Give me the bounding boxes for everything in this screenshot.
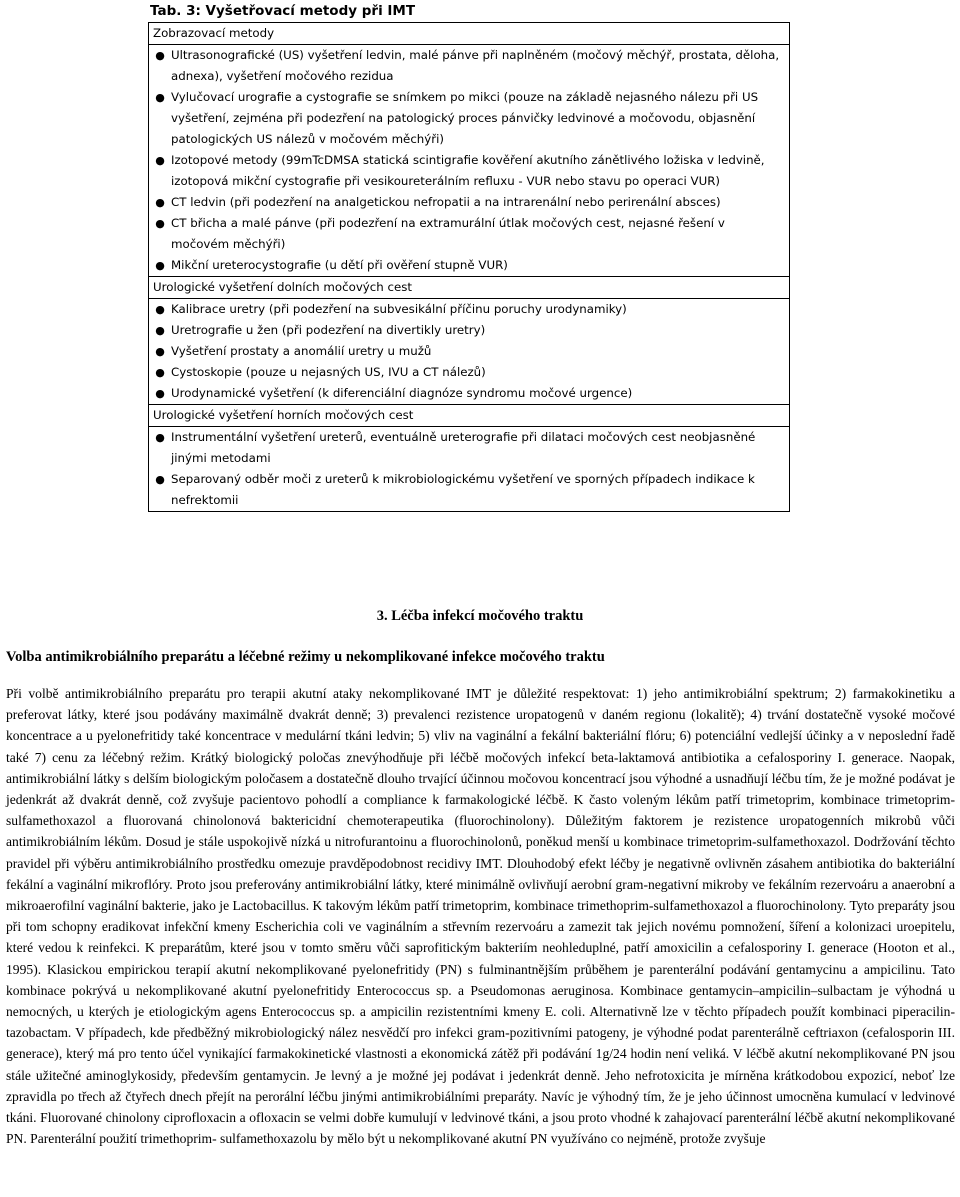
list-item: ● Vyšetření prostaty a anomálií uretry u mužů <box>149 341 789 362</box>
bullet-icon: ● <box>155 387 165 400</box>
bullet-icon: ● <box>155 49 165 62</box>
bullet-icon: ● <box>155 366 165 379</box>
section-subheading: Volba antimikrobiálního preparátu a léčebné režimy u nekomplikované infekce močového traktu <box>6 649 605 665</box>
section-header-upper-urinary: Urologické vyšetření horních močových cest <box>149 405 789 427</box>
section-items-imaging <box>149 45 789 277</box>
list-item: ● Mikční ureterocystografie (u dětí při ověření stupně VUR) <box>149 255 789 276</box>
table-title: Tab. 3: Vyšetřovací metody při IMT <box>150 3 416 19</box>
list-item: ● Urodynamické vyšetření (k diferenciální diagnóze syndromu močové urgence) <box>149 383 789 404</box>
bullet-icon: ● <box>155 217 165 230</box>
list-item: ● Uretrografie u žen (při podezření na divertikly uretry) <box>149 320 789 341</box>
methods-table-figure <box>148 0 790 512</box>
section-items-upper-urinary <box>149 427 789 511</box>
bullet-icon: ● <box>155 345 165 358</box>
section-header-lower-urinary: Urologické vyšetření dolních močových cest <box>149 277 789 299</box>
body-paragraph: Při volbě antimikrobiálního preparátu pro terapii akutní ataky nekomplikované IMT je důležité respektovat: 1) jeho antimikrobiální spektrum; 2) farmakokinetiku a preferovat látky, které jsou podávány maximálně dvakrát denně; 3) prevalenci rezistence uropatogenů v daném regionu (lokalitě); 4) trvání dostatečně vysoké močové koncentrace a u pyelonefritidy také koncentrace v medulární tkáni ledvin; 5) vliv na vaginální a fekální bakteriální flóru; 6) potenciální vedlejší účinky a v neposlední řadě také 7) cenu za léčebný režim. Krátký biologický poločas znevýhodňuje při léčbě močových infekcí beta-laktamová antibiotika a cefalosporiny I. generace. Naopak, antimikrobiální látky s delším biologickým poločasem a dostatečně dlouho trvající účinnou močovou koncentrací jsou výhodné a usnadňují léčbu tím, že je možné podávat je jedenkrát až dvakrát denně, což zvyšuje pacientovo pohodlí a compliance k farmakologické léčbě. K často voleným lékům patří trimetoprim, kombinace trimetoprim-sulfamethoxazol a fluorovaná chinolonová baktericidní chemoterapeutika (fluorochinolony). Důležitým faktorem je rezistence uropatogenních mikrobů vůči antimikrobiálním lékům. Dosud je stále uspokojivě nízká u nitrofurantoinu a fluorochinolonů, poněkud menší u kombinace trimetoprim-sulfamethoxazol. Dodržování těchto pravidel při výběru antimikrobiálního prostředku omezuje pravděpodobnost recidivy IMT. Dlouhodobý efekt léčby je negativně ovlivněn zásahem antibiotika do bakteriální fekální a vaginální mikroflóry. Proto jsou preferovány antimikrobiální látky, které minimálně ovlivňují aerobní gram-negativní mikroby ve fekálním rezervoáru a anaerobní a mikroaerofilní vaginální bakterie, jako je Lactobacillus. K takovým lékům patří trimetoprim, kombinace trimethoprim-sulfamethoxazol a fluorochinolony. Tyto preparáty jsou při tom schopny eradikovat infekční kmeny Escherichia coli ve vaginálním a střevním rezervoáru a zamezit tak jejich novému pomnožení, šíření a kolonizaci uroepitelu, které vedou k reinfekci. K preparátům, které jsou v tomto směru vůči saprofitickým bakteriím neohleduplné, patří amoxicilin a cefalosporiny I. generace (Hooton et al., 1995). Klasickou empirickou terapií akutní nekomplikované pyelonefritidy (PN) s fulminantnějším průběhem je parenterální podávání gentamycinu a ampicilinu. Tato kombinace pokrývá u nekomplikované akutní pyelonefritidy Enterococcus sp. a Pseudomonas aeruginosa. Kombinace gentamycin–ampicilin–sulbactam je výhodná u nemocných, u kterých je etiologickým agens Enterococcus sp. a ampicilin rezistentními kmeny E. coli. Alternativně lze v těchto případech použít kombinaci piperacilin-tazobactam. V případech, kde předběžný mikrobiologický nález nesvědčí pro infekci gram-pozitivními patogeny, je výhodné podat parenterálně ceftriaxon (cefalosporin III. generace), který má pro tento účel vynikající farmakokinetické vlastnosti a ekonomická zátěž při podávání 1g/24 hodin není veliká. V léčbě akutní nekomplikované PN jsou stále užitečné aminoglykosidy, především gentamycin. Je levný a je možné jej podávat i jedenkrát denně. Jeho nefrotoxicita je mírněna krátkodobou expozicí, neboť lze zpravidla po třech až čtyřech dnech přejít na perorální léčbu jinými antimikrobiálními preparáty. Navíc je výhodný tím, že je jeho účinnost umocněna kumulací v ledvinové tkáni. Fluorované chinolony ciprofloxacin a ofloxacin se velmi dobře kumulují v ledvinové tkáni, a jsou proto vhodné k zahajovací parenterální léčbě akutní nekomplikované PN. Parenterální použití trimethoprim- sulfamethoxazolu by mělo být u nekomplikované akutní PN využíváno co nejméně, protože zvyšuje <box>6 686 955 1147</box>
list-item: ● CT břicha a malé pánve (při podezření na extramurální útlak močových cest, nejasné řešení v močovém měchýři) <box>149 213 789 255</box>
list-item: ● Instrumentální vyšetření ureterů, eventuálně ureterografie při dilataci močových cest neobjasněné jinými metodami <box>149 427 789 469</box>
list-item: ● Ultrasonografické (US) vyšetření ledvin, malé pánve při naplněném (močový měchýř, prostata, děloha, adnexa), vyšetření močového rezidua <box>149 45 789 87</box>
list-item: ● Cystoskopie (pouze u nejasných US, IVU a CT nálezů) <box>149 362 789 383</box>
bullet-icon: ● <box>155 196 165 209</box>
bullet-icon: ● <box>155 259 165 272</box>
bullet-icon: ● <box>155 324 165 337</box>
bullet-icon: ● <box>155 91 165 104</box>
methods-table <box>148 22 790 512</box>
section-heading: 3. Léčba infekcí močového traktu <box>376 608 584 624</box>
list-item: ● Vylučovací urografie a cystografie se snímkem po mikci (pouze na základě nejasného nálezu při US vyšetření, zejména při podezření na patologický proces pánvičky ledvinové a močovodu, objasnění patologických US nálezů v močovém měchýři) <box>149 87 789 150</box>
bullet-icon: ● <box>155 473 165 486</box>
bullet-icon: ● <box>155 431 165 444</box>
section-items-lower-urinary <box>149 299 789 405</box>
list-item: ● Kalibrace uretry (při podezření na subvesikální příčinu poruchy urodynamiky) <box>149 299 789 320</box>
list-item: ● CT ledvin (při podezření na analgetickou nefropatii a na intrarenální nebo perirenální absces) <box>149 192 789 213</box>
list-item: ● Izotopové metody (99mTcDMSA statická scintigrafie kověření akutního zánětlivého ložiska v ledvině, izotopová mikční cystografie při vesikoureterálním refluxu - VUR nebo stavu po operaci VUR) <box>149 150 789 192</box>
bullet-icon: ● <box>155 303 165 316</box>
bullet-icon: ● <box>155 154 165 167</box>
list-item: ● Separovaný odběr moči z ureterů k mikrobiologickému vyšetření ve sporných případech indikace k nefrektomii <box>149 469 789 511</box>
section-header-imaging: Zobrazovací metody <box>149 23 789 45</box>
